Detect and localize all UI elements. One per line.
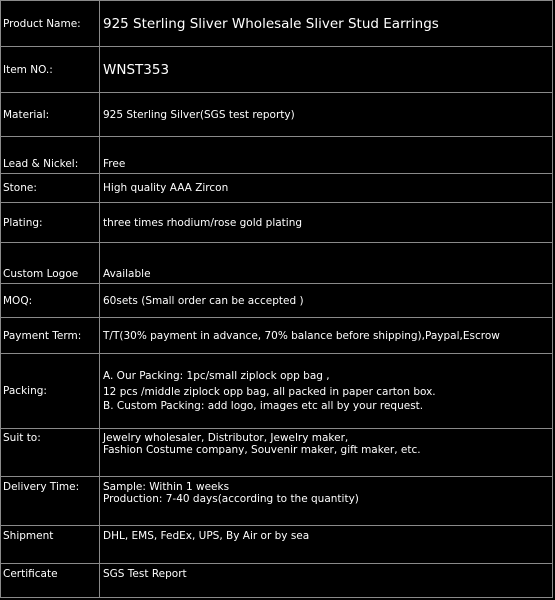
table-row — [1, 354, 553, 429]
row-label: Packing: — [1, 354, 100, 429]
row-label: MOQ: — [1, 284, 100, 318]
table-row — [1, 137, 553, 174]
row-label: Payment Term: — [1, 318, 100, 354]
table-row — [1, 1, 553, 47]
row-value: Available — [100, 243, 553, 284]
row-value: DHL, EMS, FedEx, UPS, By Air or by sea — [100, 526, 553, 564]
row-label: Lead & Nickel: — [1, 137, 100, 174]
table-row — [1, 284, 553, 318]
row-label: Shipment — [1, 526, 100, 564]
row-value: Jewelry wholesaler, Distributor, Jewelry maker, Fashion Costume company, Souvenir maker, gift maker, etc. — [100, 429, 553, 477]
row-value: 925 Sterling Silver(SGS test reporty) — [100, 93, 553, 137]
row-value: SGS Test Report — [100, 564, 553, 598]
table-row — [1, 477, 553, 526]
row-label: Product Name: — [1, 1, 100, 47]
row-label: Material: — [1, 93, 100, 137]
table-row — [1, 564, 553, 598]
row-value: High quality AAA Zircon — [100, 174, 553, 203]
table-row — [1, 243, 553, 284]
row-label: Item NO.: — [1, 47, 100, 93]
row-value: Free — [100, 137, 553, 174]
row-value: T/T(30% payment in advance, 70% balance before shipping),Paypal,Escrow — [100, 318, 553, 354]
table-row — [1, 429, 553, 477]
row-label: Suit to: — [1, 429, 100, 477]
row-value: 925 Sterling Sliver Wholesale Sliver Stud Earrings — [100, 1, 553, 47]
row-label: Delivery Time: — [1, 477, 100, 526]
row-value: A. Our Packing: 1pc/small ziplock opp bag , 12 pcs /middle ziplock opp bag, all packed in paper carton box. B. Custom Packing: add logo, images etc all by your request. — [100, 354, 553, 429]
row-value: WNST353 — [100, 47, 553, 93]
row-value: Sample: Within 1 weeks Production: 7-40 days(according to the quantity) — [100, 477, 553, 526]
table-row — [1, 526, 553, 564]
table-row — [1, 47, 553, 93]
row-label: Certificate — [1, 564, 100, 598]
row-label: Plating: — [1, 203, 100, 243]
row-value: three times rhodium/rose gold plating — [100, 203, 553, 243]
table-row — [1, 203, 553, 243]
table-row — [1, 93, 553, 137]
table-row — [1, 174, 553, 203]
row-value: 60sets (Small order can be accepted ) — [100, 284, 553, 318]
row-label: Stone: — [1, 174, 100, 203]
row-label: Custom Logoe — [1, 243, 100, 284]
table-row — [1, 318, 553, 354]
